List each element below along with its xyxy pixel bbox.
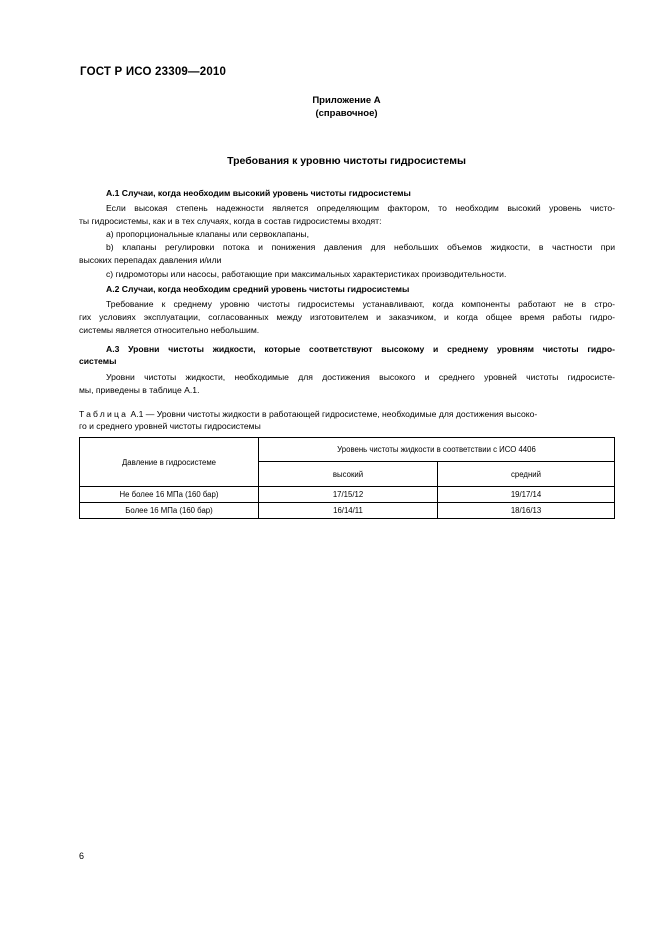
section-a1-para-line1: Если высокая степень надежности является определяющим фактором, то необходим высокий уровень чисто- — [106, 203, 615, 213]
table-caption-line1 — [79, 408, 615, 420]
section-a3-line2: мы, приведены в таблице А.1. — [79, 385, 200, 395]
section-a2-line2: гих условиях эксплуатации, согласованных между изготовителем и заказчиком, и когда общее время работы гидро- — [79, 312, 615, 322]
header-medium: средний — [438, 462, 615, 487]
table-caption-label: Таблица — [79, 409, 129, 419]
cell-pressure: Более 16 МПа (160 бар) — [80, 503, 259, 519]
section-a1-heading: А.1 Случаи, когда необходим высокий уровень чистоты гидросистемы — [106, 188, 411, 198]
section-a1-item-c: c) гидромоторы или насосы, работающие при максимальных характеристиках производительности. — [106, 269, 507, 279]
section-a2-line3: системы является относительно небольшим. — [79, 325, 260, 335]
cell-pressure: Не более 16 МПа (160 бар) — [80, 487, 259, 503]
cell-medium: 19/17/14 — [438, 487, 615, 503]
header-cleanliness-group: Уровень чистоты жидкости в соответствии с ИСО 4406 — [259, 438, 615, 462]
section-a2-line1: Требование к среднему уровню чистоты гидросистемы устанавливают, когда компоненты работают не в стро- — [106, 299, 615, 309]
annex-title: Приложение А — [312, 95, 381, 106]
section-a3-line1: Уровни чистоты жидкости, необходимые для достижения высокого и среднего уровней чистоты гидросисте- — [106, 372, 615, 382]
table-caption-line2: го и среднего уровней чистоты гидросистемы — [79, 421, 261, 431]
cell-medium: 18/16/13 — [438, 503, 615, 519]
table-caption-text: А.1 — Уровни чистоты жидкости в работающей гидросистеме, необходимые для достижения высоко- — [128, 409, 538, 419]
section-a1-item-a: a) пропорциональные клапаны или сервоклапаны, — [106, 229, 309, 239]
annex-subtitle: (справочное) — [315, 108, 378, 119]
table-row — [80, 503, 615, 519]
cell-high: 17/15/12 — [259, 487, 438, 503]
page-title: Требования к уровню чистоты гидросистемы — [227, 155, 466, 167]
section-a1-item-b-line1: b) клапаны регулировки потока и понижения давления для небольших объемов жидкости, в частности при — [106, 242, 615, 252]
page-number: 6 — [79, 851, 85, 861]
section-a3-heading-line2: системы — [79, 356, 117, 366]
section-a2-heading: А.2 Случаи, когда необходим средний уровень чистоты гидросистемы — [106, 284, 410, 294]
section-a1-para-line2: ты гидросистемы, как и в тех случаях, когда в состав гидросистемы входят: — [79, 216, 382, 226]
cell-high: 16/14/11 — [259, 503, 438, 519]
section-a1-item-b-line2: высоких перепадах давления и/или — [79, 255, 222, 265]
table-row — [80, 487, 615, 503]
header-pressure: Давление в гидросистеме — [80, 438, 259, 487]
header-high: высокий — [259, 462, 438, 487]
cleanliness-table — [79, 437, 615, 519]
section-a3-heading-line1: А.3 Уровни чистоты жидкости, которые соответствуют высокому и среднему уровням чистоты гидро- — [106, 344, 615, 354]
document-code: ГОСТ Р ИСО 23309—2010 — [80, 66, 227, 78]
